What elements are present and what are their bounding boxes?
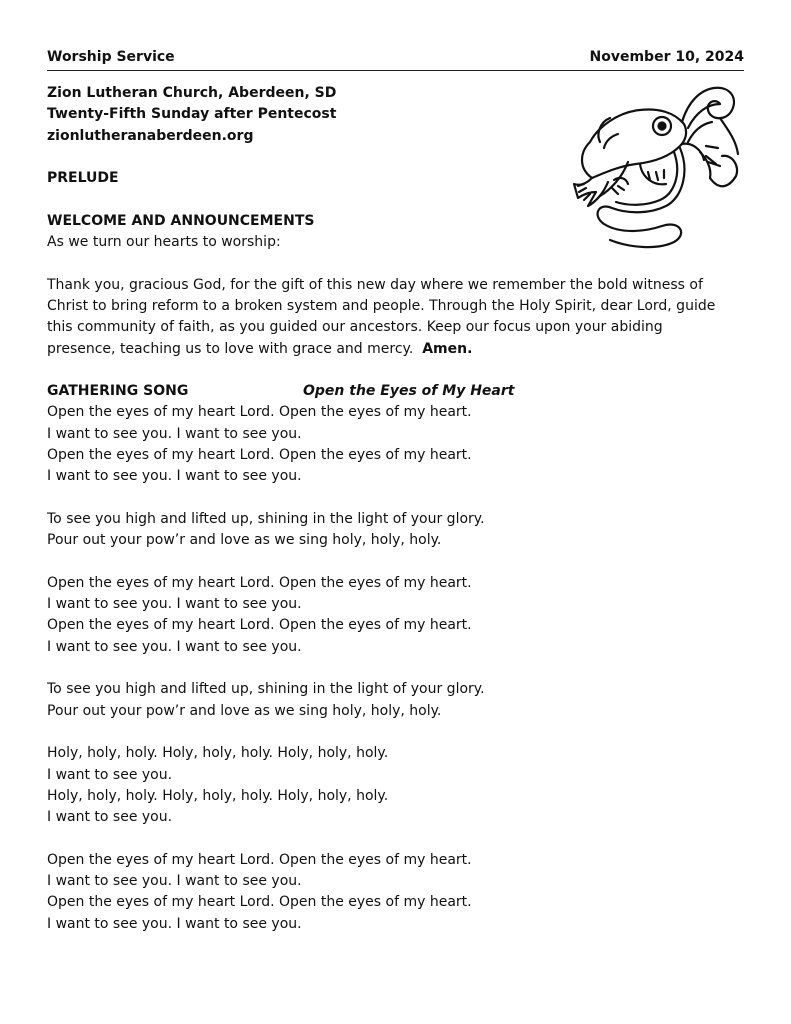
lyric-line: I want to see you. I want to see you. (47, 596, 302, 613)
song-stanza (47, 509, 747, 552)
lyric-line: Pour out your pow’r and love as we sing holy, holy, holy. (47, 532, 442, 549)
prayer-amen: Amen. (422, 340, 473, 357)
lyric-line: Open the eyes of my heart Lord. Open the eyes of my heart. (47, 851, 472, 868)
lyric-line: I want to see you. (47, 766, 173, 783)
song-stanza (47, 679, 747, 722)
lyric-line: Open the eyes of my heart Lord. Open the eyes of my heart. (47, 574, 472, 591)
liturgical-day: Twenty-Fifth Sunday after Pentecost (47, 106, 337, 123)
header-date: November 10, 2024 (589, 49, 744, 65)
prelude-heading: PRELUDE (47, 170, 119, 187)
lyric-line: I want to see you. I want to see you. (47, 468, 302, 485)
lyric-line: I want to see you. I want to see you. (47, 872, 302, 889)
gathering-song-title: Open the Eyes of My Heart (303, 383, 515, 400)
lyric-line: To see you high and lifted up, shining in the light of your glory. (47, 681, 485, 698)
lyric-line: Open the eyes of my heart Lord. Open the eyes of my heart. (47, 617, 472, 634)
song-stanza (47, 573, 747, 658)
gathering-song-header (47, 381, 747, 402)
church-website: zionlutheranaberdeen.org (47, 127, 254, 144)
lyric-line: I want to see you. I want to see you. (47, 638, 302, 655)
song-stanza (47, 402, 747, 487)
lyric-line: I want to see you. (47, 809, 173, 826)
prayer-line-text: presence, teaching us to love with grace and mercy. (47, 340, 423, 357)
page-header (47, 48, 744, 71)
lyric-line: Holy, holy, holy. Holy, holy, holy. Holy, holy, holy. (47, 745, 389, 762)
lyric-line: I want to see you. I want to see you. (47, 915, 302, 932)
lyric-line: Pour out your pow’r and love as we sing holy, holy, holy. (47, 702, 442, 719)
lyric-line: I want to see you. I want to see you. (47, 425, 302, 442)
welcome-heading: WELCOME AND ANNOUNCEMENTS (47, 212, 315, 229)
church-name: Zion Lutheran Church, Aberdeen, SD (47, 85, 337, 101)
prayer-line: Thank you, gracious God, for the gift of this new day where we remember the bold witness of (47, 276, 703, 293)
prayer-line: Christ to bring reform to a broken system and people. Through the Holy Spirit, dear Lord, guide (47, 297, 716, 314)
gathering-song-heading: GATHERING SONG (47, 383, 189, 400)
lyric-line: Open the eyes of my heart Lord. Open the eyes of my heart. (47, 404, 472, 421)
header-title: Worship Service (47, 49, 175, 65)
lyric-line: Holy, holy, holy. Holy, holy, holy. Holy, holy, holy. (47, 787, 389, 804)
lyric-line: To see you high and lifted up, shining in the light of your glory. (47, 510, 485, 527)
bulletin-content (47, 83, 747, 935)
prayer-line: this community of faith, as you guided our ancestors. Keep our focus upon your abiding (47, 319, 663, 336)
lyric-line: Open the eyes of my heart Lord. Open the eyes of my heart. (47, 894, 472, 911)
prayer-line-last (47, 339, 747, 360)
song-stanza (47, 850, 747, 935)
lyric-line: Open the eyes of my heart Lord. Open the eyes of my heart. (47, 447, 472, 464)
welcome-intro: As we turn our hearts to worship: (47, 234, 281, 251)
song-stanza (47, 743, 747, 828)
opening-prayer (47, 275, 747, 360)
